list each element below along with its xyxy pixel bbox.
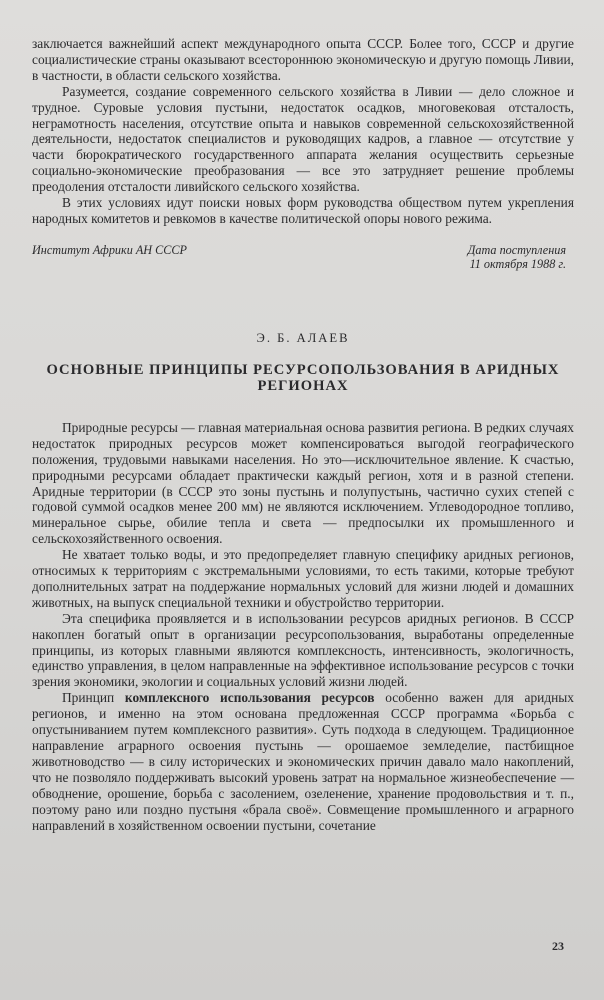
title-line: РЕГИОНАХ (257, 377, 349, 394)
receipt-date (468, 243, 566, 271)
date-label: Дата поступления (467, 242, 566, 257)
paragraph-rest: особенно важен для аридных регионов, и именно на этом основана предложенная СССР программа «Борьба с опустыниванием путем комплексного развития». Суть подхода в следующем. Традиционное направление аграрного освоения пустынь — орошаемое земледелие, пастбищное животноводство — в силу исторических и экономических причин давало мало накоплений, что не позволяло поддерживать высокий уровень затрат на нормальное жизнеобеспечение — обводнение, орошение, борьба с засолением, озеленение, хранение продовольствия и т. п., поэтому рано или поздно пустыня «брала своё». Совмещение промышленного и аграрного направлений в хозяйственном освоении пустыни, сочетание (32, 690, 574, 833)
article-body (32, 420, 574, 834)
paragraph (32, 690, 574, 833)
paragraph: Не хватает только воды, и это предопределяет главную специфику аридных регионов, относимых к территориям с экстремальными условиями, то есть такими, которые требуют дополнительных затрат на поддержание нормальных условий для жизни людей и домашних животных, на выпуск специальной техники и обустройство территории. (32, 547, 574, 610)
date-value: 11 октября 1988 г. (469, 256, 566, 271)
previous-article-ending (32, 36, 574, 271)
paragraph: Природные ресурсы — главная материальная основа развития региона. В редких случаях недостаток природных ресурсов может компенсироваться выгодой географического положения, трудовыми навыками населения. Но это—исключительное явление. К счастью, природными ресурсами обладает практически каждый регион, хотя и в разной степени. Аридные территории (в СССР это зоны пустынь и полупустынь, частично сухих степей с годовой суммой осадков менее 200 мм) не являются исключением. Углеводородное топливо, минеральное сырье, обилие тепла и света — предпосылки их промышленного и сельскохозяйственного освоения. (32, 419, 574, 547)
article-title (32, 362, 574, 394)
signature-row (32, 243, 574, 271)
paragraph: заключается важнейший аспект международного опыта СССР. Более того, СССР и другие социалистические страны оказывают всестороннюю экономическую и другую помощь Ливии, в частности, в области сельского хозяйства. (32, 36, 574, 83)
institute-name: Институт Африки АН СССР (32, 242, 187, 257)
paragraph: Разумеется, создание современного сельского хозяйства в Ливии — дело сложное и трудное. Суровые условия пустыни, недостаток осадков, многовековая отсталость, неграмотность населения, отсутствие опыта и навыков современной сельскохозяйственной деятельности, недостаток специалистов и руководящих кадров, а главное — отсутствие у части бюрократического государственного аппарата желания осуществить серьезные социально-экономические преобразования — все это затрудняет решение проблемы преодоления отсталости ливийского сельского хозяйства. (32, 83, 574, 195)
article-author: Э. Б. АЛАЕВ (256, 330, 350, 345)
title-line: ОСНОВНЫЕ ПРИНЦИПЫ РЕСУРСОПОЛЬЗОВАНИЯ В АРИДНЫХ (46, 361, 560, 378)
article-header (32, 331, 574, 394)
page-number: 23 (552, 939, 564, 953)
paragraph: Эта специфика проявляется и в использовании ресурсов аридных регионов. В СССР накоплен богатый опыт в организации ресурсопользования, выработаны определенные принципы, из которых главными являются комплексность, интенсивность, экологичность, единство управления, в целом направленные на эффективное использование ресурсов с точки зрения экономики, экологии и социальных условий жизни людей. (32, 610, 574, 690)
paragraph-start: Принцип (62, 690, 125, 706)
paragraph: В этих условиях идут поиски новых форм руководства обществом путем укрепления народных комитетов и ревкомов в качестве политической опоры нового режима. (32, 195, 574, 226)
emphasized-term: комплексного использования ресурсов (124, 690, 375, 706)
